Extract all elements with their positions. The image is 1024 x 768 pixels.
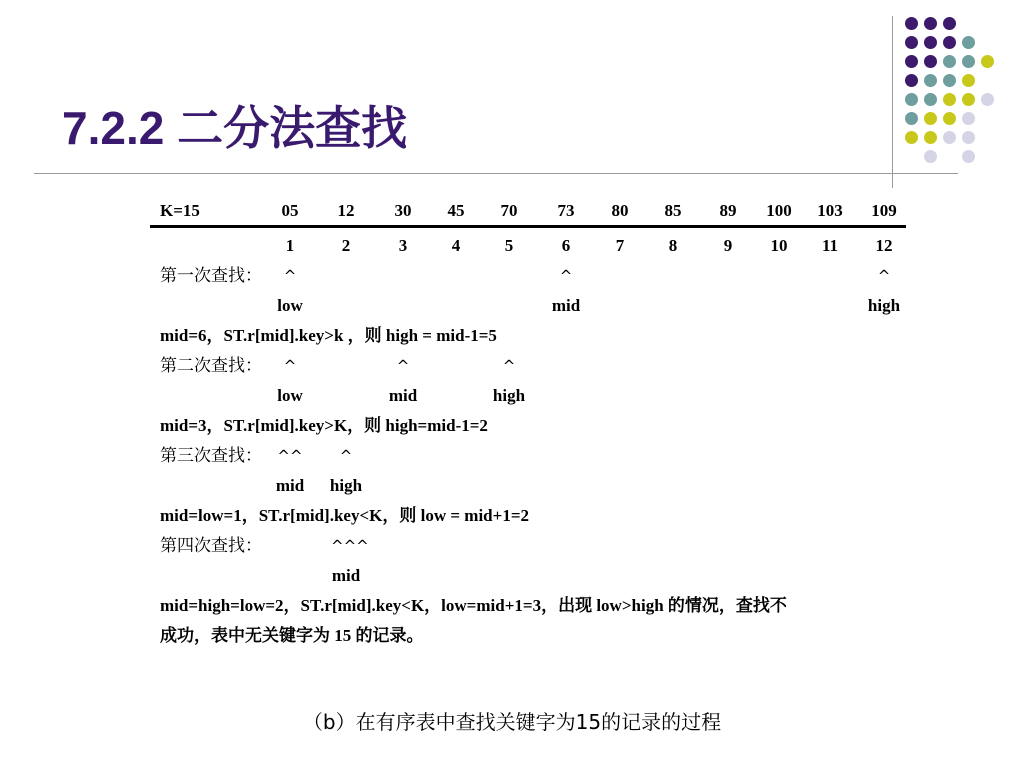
index-cell: 2 — [341, 236, 351, 255]
index-cell: 6 — [561, 236, 571, 255]
pointer-label: mid — [275, 476, 305, 495]
pointer-label: high — [867, 296, 901, 315]
step-label: 第一次查找： — [160, 266, 262, 286]
key-cell: 103 — [817, 201, 843, 220]
step-result-continued: 成功，表中无关键字为 15 的记录。 — [160, 626, 424, 645]
key-cell: 45 — [447, 201, 465, 220]
index-cell: 12 — [875, 236, 893, 255]
slide-title: 7.2.2 二分法查找 — [62, 102, 408, 154]
caret-marker: ^ — [396, 357, 410, 375]
pointer-label: low — [277, 386, 303, 405]
step-result: mid=3，ST.r[mid].key>K，则 high=mid-1=2 — [160, 416, 488, 435]
index-cell: 1 — [285, 236, 295, 255]
caret-marker: ^ — [339, 447, 353, 465]
pointer-label: high — [492, 386, 526, 405]
step-result: mid=low=1，ST.r[mid].key<K，则 low = mid+1=2 — [160, 506, 530, 525]
pointer-label: mid — [551, 296, 581, 315]
key-cell: 80 — [611, 201, 629, 220]
caret-marker: ^ — [502, 357, 516, 375]
index-cell: 11 — [821, 236, 839, 255]
index-cell: 7 — [615, 236, 625, 255]
caret-marker: ^^ — [277, 447, 303, 465]
index-cell: 5 — [504, 236, 514, 255]
index-cell: 10 — [770, 236, 788, 255]
key-cell: 100 — [766, 201, 792, 220]
figure-caption: （b）在有序表中查找关键字为15的记录的过程 — [302, 710, 722, 734]
index-cell: 3 — [398, 236, 408, 255]
caret-marker: ^ — [283, 267, 297, 285]
key-cell: 05 — [281, 201, 299, 220]
key-cell: 89 — [719, 201, 737, 220]
key-cell: 73 — [557, 201, 575, 220]
index-cell: 8 — [668, 236, 678, 255]
pointer-label: high — [329, 476, 363, 495]
step-result: mid=high=low=2，ST.r[mid].key<K，low=mid+1=3，出现 low>high 的情况，查找不 — [160, 596, 787, 615]
step-label: 第四次查找： — [160, 536, 262, 556]
step-label: 第三次查找： — [160, 446, 262, 466]
caret-marker: ^ — [877, 267, 891, 285]
key-cell: 70 — [500, 201, 518, 220]
key-cell: 30 — [394, 201, 412, 220]
key-cell: 109 — [871, 201, 897, 220]
index-cell: 9 — [723, 236, 733, 255]
k-label: K=15 — [160, 201, 200, 220]
table-rule — [150, 225, 906, 228]
pointer-label: mid — [331, 566, 361, 585]
caret-marker: ^ — [283, 357, 297, 375]
key-cell: 12 — [337, 201, 355, 220]
step-result: mid=6，ST.r[mid].key>k ，则 high = mid-1=5 — [160, 326, 497, 345]
key-cell: 85 — [664, 201, 682, 220]
caret-marker: ^^^ — [331, 537, 369, 555]
pointer-label: mid — [388, 386, 418, 405]
pointer-label: low — [277, 296, 303, 315]
step-label: 第二次查找： — [160, 356, 262, 376]
caret-marker: ^ — [559, 267, 573, 285]
index-cell: 4 — [451, 236, 461, 255]
